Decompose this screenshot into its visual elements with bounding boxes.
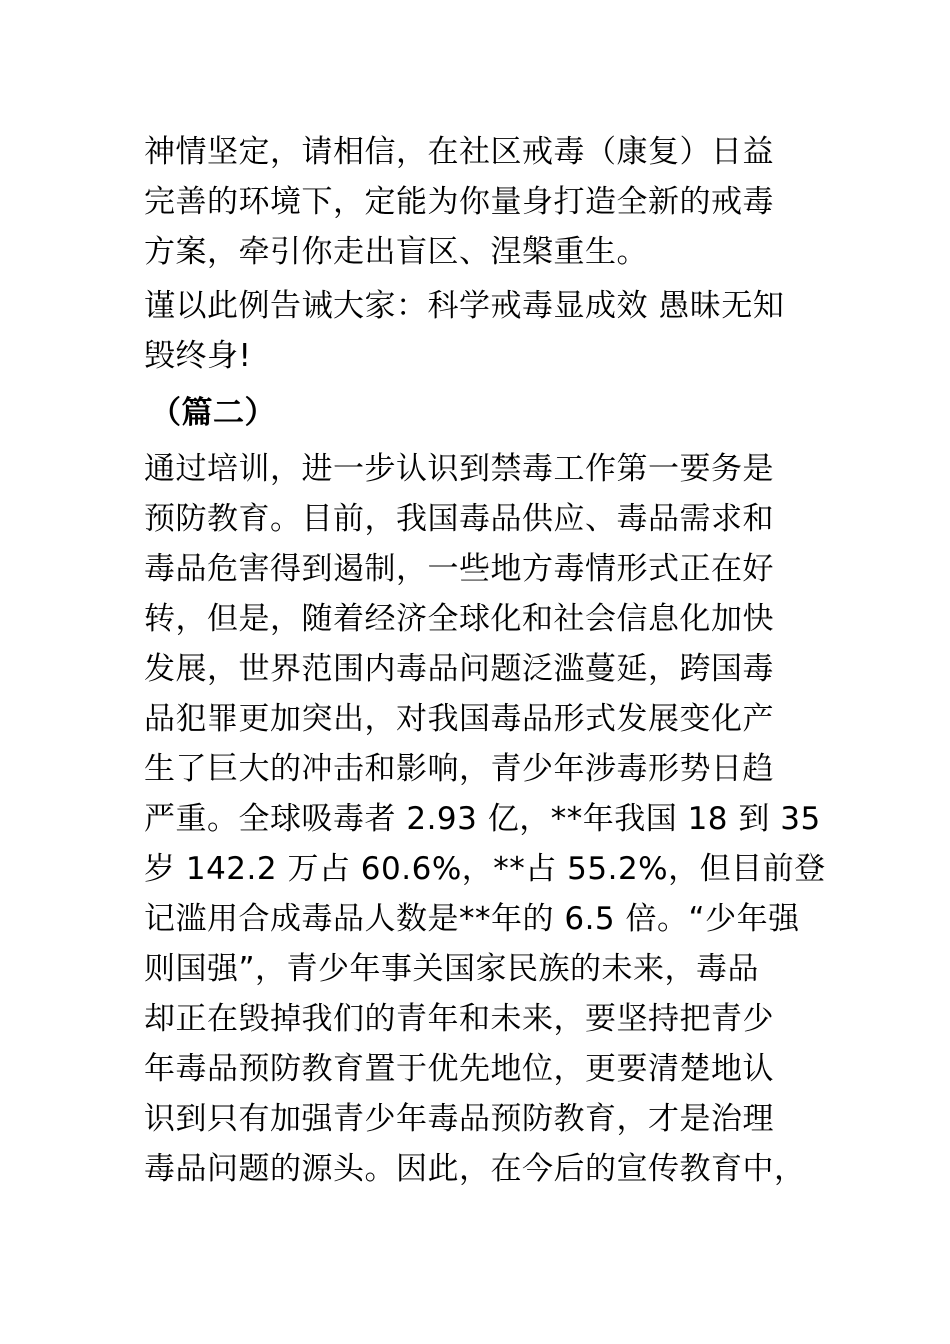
paragraph-3-line-10: 记滥用合成毒品人数是**年的 6.5 倍。“少年强 [144, 901, 800, 937]
paragraph-3-line-8: 严重。全球吸毒者 2.93 亿，**年我国 18 到 35 [144, 801, 821, 837]
paragraph-3-line-14: 识到只有加强青少年毒品预防教育，才是治理 [144, 1101, 774, 1137]
paragraph-3-line-13: 年毒品预防教育置于优先地位，更要清楚地认 [144, 1051, 774, 1087]
paragraph-3-line-2: 预防教育。目前，我国毒品供应、毒品需求和 [144, 501, 774, 537]
paragraph-1-line-2: 完善的环境下，定能为你量身打造全新的戒毒 [144, 184, 774, 220]
paragraph-2-line-2: 毁终身! [144, 338, 252, 374]
paragraph-3-line-1: 通过培训，进一步认识到禁毒工作第一要务是 [144, 451, 774, 487]
paragraph-3-line-9: 岁 142.2 万占 60.6%，**占 55.2%，但目前登 [144, 851, 826, 887]
paragraph-3-line-11: 则国强”，青少年事关国家民族的未来，毒品 [144, 951, 760, 987]
paragraph-1-line-3: 方案，牵引你走出盲区、涅槃重生。 [144, 234, 648, 270]
section-heading: （篇二） [150, 395, 276, 431]
paragraph-3-line-6: 品犯罪更加突出，对我国毒品形式发展变化产 [144, 701, 774, 737]
paragraph-3-line-4: 转，但是，随着经济全球化和社会信息化加快 [144, 601, 774, 637]
paragraph-3-line-5: 发展，世界范围内毒品问题泛滥蔓延，跨国毒 [144, 651, 774, 687]
paragraph-1-line-1: 神情坚定，请相信，在社区戒毒（康复）日益 [144, 134, 774, 170]
paragraph-3-line-12: 却正在毁掉我们的青年和未来，要坚持把青少 [144, 1001, 774, 1037]
paragraph-3-line-7: 生了巨大的冲击和影响，青少年涉毒形势日趋 [144, 751, 774, 787]
paragraph-2-line-1: 谨以此例告诫大家：科学戒毒显成效 愚昧无知 [144, 288, 785, 324]
paragraph-3-line-3: 毒品危害得到遏制，一些地方毒情形式正在好 [144, 551, 774, 587]
paragraph-3-line-15: 毒品问题的源头。因此，在今后的宣传教育中， [144, 1151, 806, 1187]
